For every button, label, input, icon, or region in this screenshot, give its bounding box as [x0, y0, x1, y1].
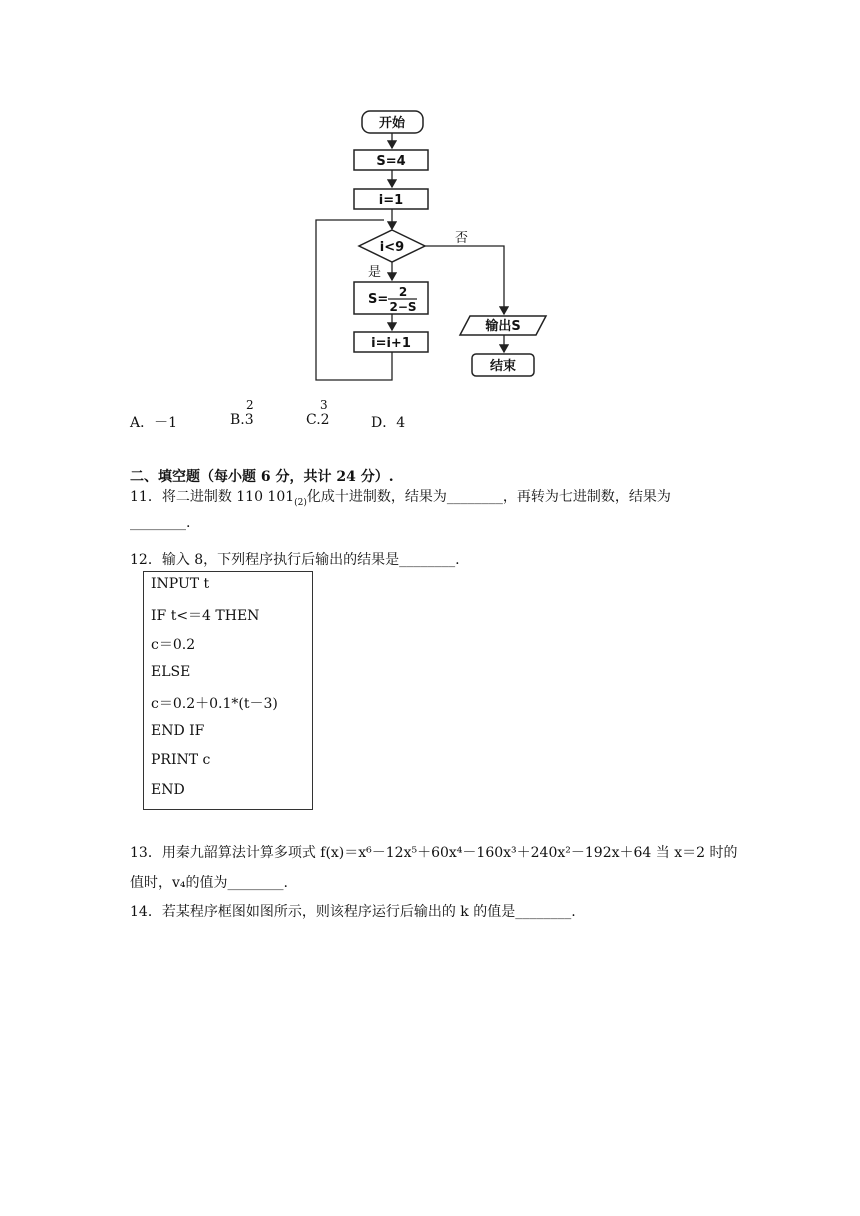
assign-denominator: 2−S — [389, 300, 417, 314]
code-line: PRINT c — [151, 752, 211, 768]
code-line: c＝0.2 — [151, 637, 196, 653]
option-c — [306, 412, 330, 428]
code-line: c＝0.2＋0.1*(t－3) — [151, 696, 278, 712]
output-label: 输出S — [485, 319, 521, 334]
code-line: IF t<＝4 THEN — [151, 608, 260, 624]
option-d: D．4 — [371, 415, 406, 431]
code-line: END IF — [151, 723, 205, 739]
option-b — [230, 412, 254, 428]
i-init-label: i=1 — [378, 193, 404, 208]
no-label: 否 — [455, 231, 469, 246]
section-title: 二、填空题（每小题 6 分，共计 24 分）. — [130, 469, 394, 485]
question-12: 12．输入 8，下列程序执行后输出的结果是________. — [130, 552, 460, 568]
option-c-numerator: 3 — [320, 398, 328, 412]
condition-label: i<9 — [379, 240, 405, 255]
flowchart — [300, 100, 560, 390]
end-label: 结束 — [489, 359, 517, 374]
question-11-line1 — [130, 486, 671, 508]
assign-numerator: 2 — [398, 285, 408, 299]
assign-prefix: S= — [368, 292, 389, 307]
code-line: ELSE — [151, 664, 191, 680]
q11-text-b: 化成十进制数，结果为________，再转为七进制数，结果为 — [306, 489, 671, 505]
code-line: END — [151, 782, 185, 798]
question-13-line2: 值时，v₄的值为________. — [130, 875, 288, 891]
option-b-denominator: 3 — [244, 412, 254, 428]
question-13-line1: 13．用秦九韶算法计算多项式 f(x)＝x⁶－12x⁵＋60x⁴－160x³＋240x²－192x＋64 当 x＝2 时的 — [130, 845, 738, 861]
s-init-label: S=4 — [376, 154, 406, 169]
start-label: 开始 — [378, 116, 406, 131]
option-c-denominator: 2 — [320, 412, 330, 428]
yes-label: 是 — [368, 265, 382, 280]
q11-text-a: 11．将二进制数 110 101 — [130, 489, 295, 505]
code-line: INPUT t — [151, 576, 210, 592]
code-block — [143, 571, 313, 810]
option-c-prefix: C. — [306, 412, 321, 428]
option-a: A．－1 — [130, 415, 178, 431]
question-14: 14．若某程序框图如图所示，则该程序运行后输出的 k 的值是________. — [130, 904, 576, 920]
question-11-line2: ________. — [130, 515, 191, 531]
option-b-numerator: 2 — [246, 398, 254, 412]
option-b-prefix: B. — [230, 412, 245, 428]
increment-label: i=i+1 — [371, 336, 411, 351]
q11-subscript: (2) — [294, 497, 307, 508]
